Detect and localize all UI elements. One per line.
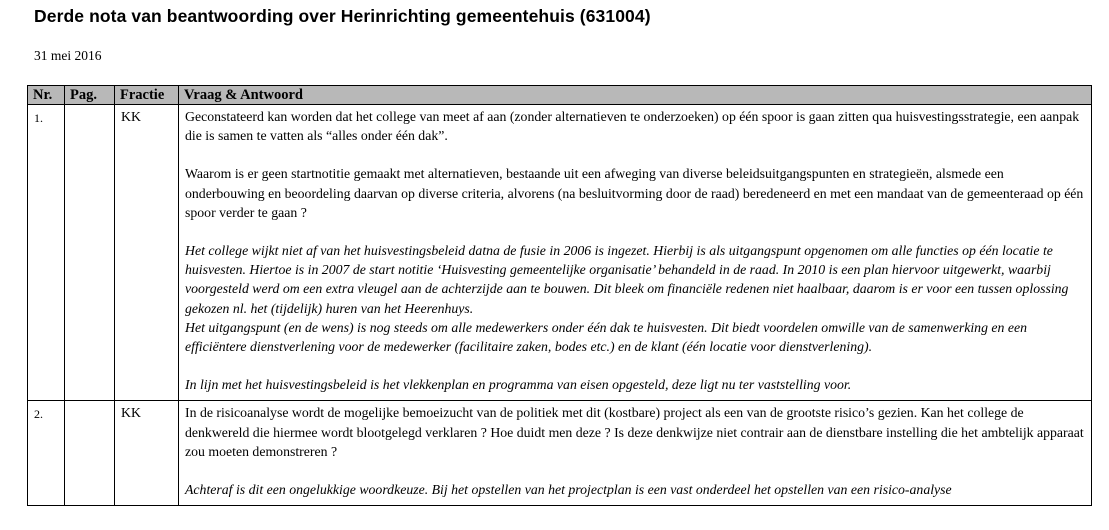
row-content [179, 105, 1092, 401]
row-number: 1. [28, 105, 65, 401]
answer-text: Achteraf is dit een ongelukkige woordkeuze. Bij het opstellen van het projectplan is een vast onderdeel het opstellen van een risico-analyse [185, 482, 952, 498]
table-row [28, 401, 1092, 506]
document-title: Derde nota van beantwoording over Herinrichting gemeentehuis (631004) [34, 6, 651, 26]
row-page [65, 401, 115, 506]
question-text: Waarom is er geen startnotitie gemaakt met alternatieven, bestaande uit een afweging van diverse beleidsuitgangspunten en strategieën, alsmede een onderbouwing en beoordeling daarvan op diverse criteria, alvorens (na besluitvorming door de raad) beredeneerd en met een mandaat van de gemeenteraad op één spoor verder te gaan ? [185, 166, 1084, 220]
qa-table [27, 85, 1092, 506]
document-date: 31 mei 2016 [34, 48, 102, 63]
header-fractie: Fractie [115, 86, 179, 105]
answer-text: Het college wijkt niet af van het huisvestingsbeleid datna de fusie in 2006 is ingezet. Hierbij is als uitgangspunt opgenomen om alle functies op één locatie te huisvesten. Hiertoe is in 2007 de start notitie ‘Huisvesting gemeentelijke organisatie’ behandeld in de raad. In 2010 is een plan hiervoor uitgewerkt, waarbij voorgesteld werd om een extra vleugel aan de achterzijde aan te bouwen. Dit bleek om financiële redenen niet haalbaar, daarom is er voor een tussen oplossing gekozen nl. het (tijdelijk) huren van het Heerenhuys. [185, 243, 1069, 316]
header-pag: Pag. [65, 86, 115, 105]
question-text: Geconstateerd kan worden dat het college van meet af aan (zonder alternatieven te onderzoeken) op één spoor is gaan zitten qua huisvestingsstrategie, een aanpak die is samen te vatten als “alles onder één dak”. [185, 109, 1080, 144]
answer-text: Het uitgangspunt (en de wens) is nog steeds om alle medewerkers onder één dak te huisvesten. Dit biedt voordelen omwille van de samenwerking en een efficiëntere dienstverlening voor de medewerker (facilitaire zaken, bodes etc.) en de klant (één locatie voor dienstverlening). [185, 319, 1028, 355]
row-content [179, 401, 1092, 506]
question-text: In de risicoanalyse wordt de mogelijke bemoeizucht van de politiek met dit (kostbare) project als een van de grootste risico’s gezien. Kan het college de denkwereld die hiermee wordt blootgelegd verklaren ? Hoe duidt men deze ? Is deze denkwijze niet contrair aan de dienstbare instelling die het ambtelijk apparaat zou moeten demonstreren ? [185, 405, 1084, 459]
row-fractie: KK [115, 401, 179, 506]
row-page [65, 105, 115, 401]
table-row [28, 105, 1092, 401]
row-number: 2. [28, 401, 65, 506]
answer-text: In lijn met het huisvestingsbeleid is het vlekkenplan en programma van eisen opgesteld, deze ligt nu ter vaststelling voor. [185, 377, 852, 393]
header-nr: Nr. [28, 86, 65, 105]
header-vraag-antwoord: Vraag & Antwoord [179, 86, 1092, 105]
table-header-row [28, 86, 1092, 105]
row-fractie: KK [115, 105, 179, 401]
